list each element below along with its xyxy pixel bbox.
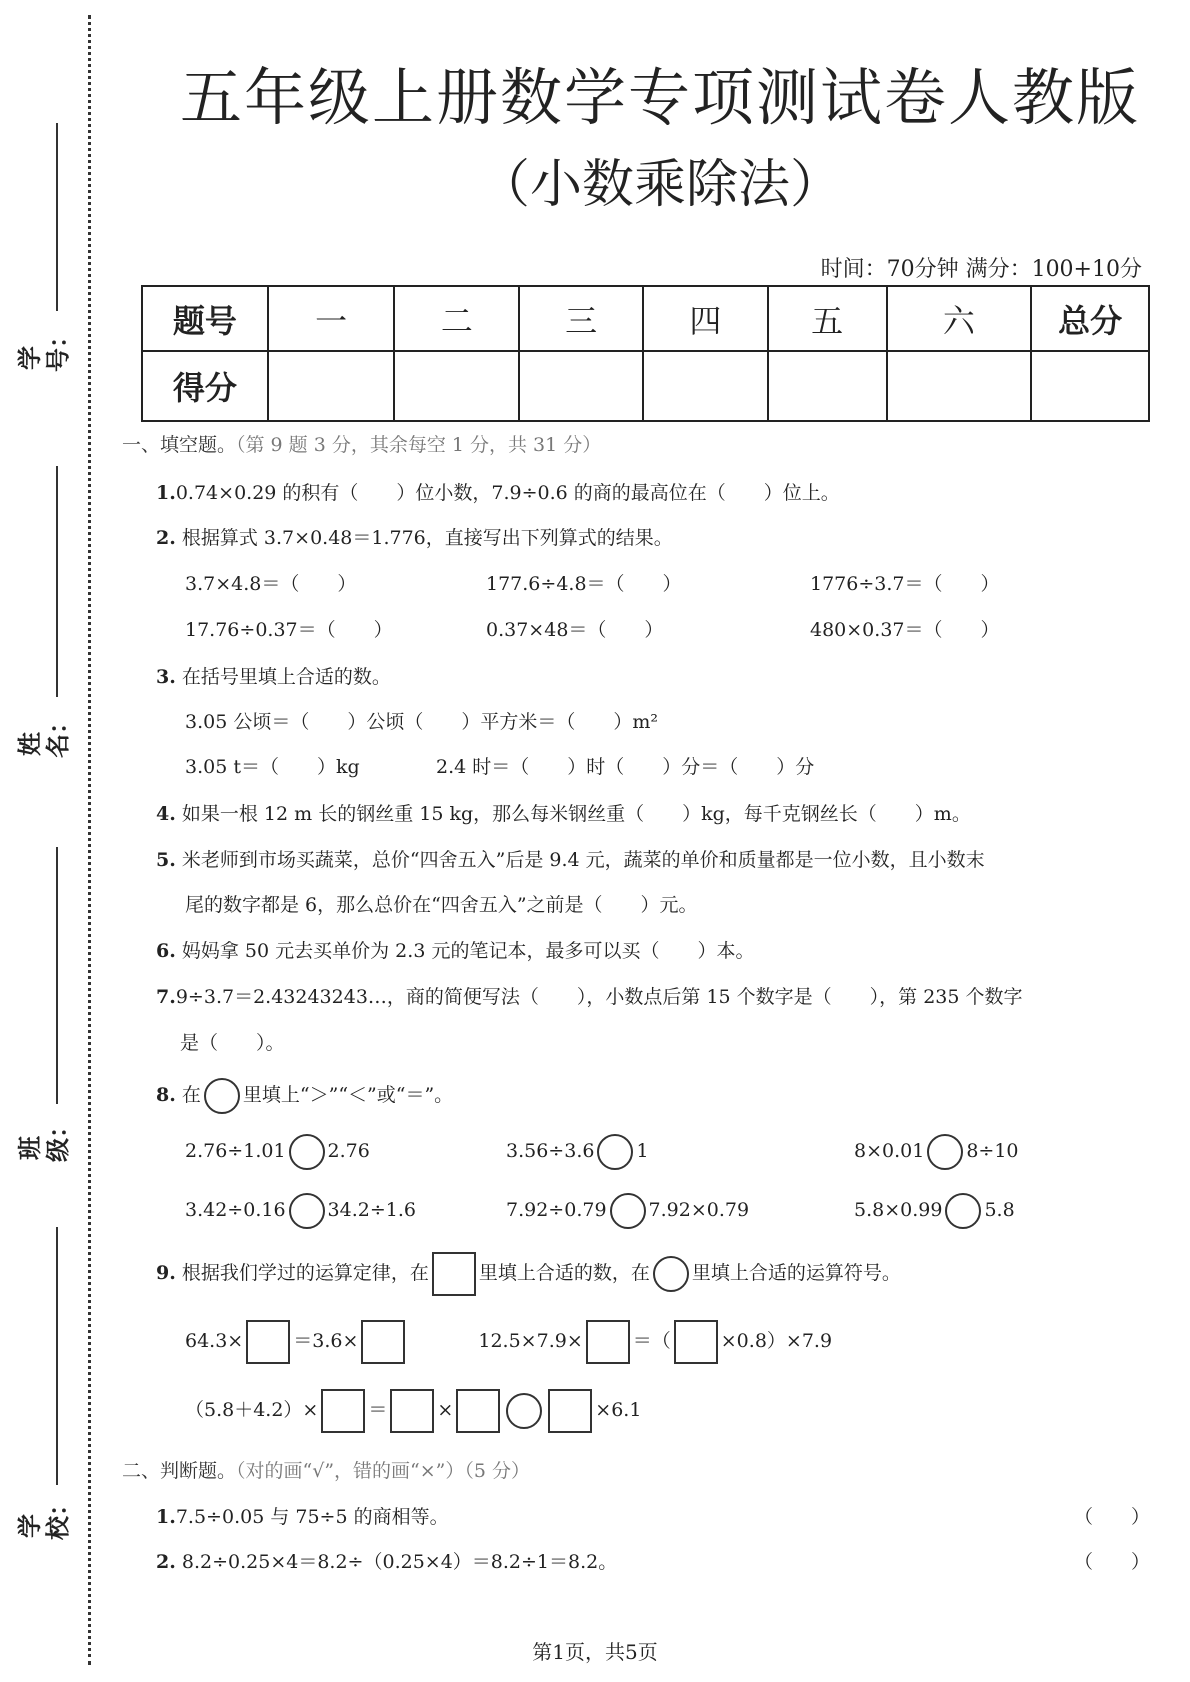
question-text: 如果一根 12 m 长的钢丝重 15 kg，那么每米钢丝重（ ）kg，每千克钢丝长（ ）m。: [181, 803, 971, 825]
question-text: 里填上“＞”“＜”或“＝”。: [242, 1084, 454, 1106]
judge-item-1: [156, 1502, 449, 1529]
square-blank-icon: [432, 1252, 476, 1296]
score-cell[interactable]: [394, 351, 519, 421]
question-number: 8.: [156, 1084, 176, 1106]
question-7: [156, 982, 1023, 1009]
question-number: 9.: [156, 1262, 176, 1284]
expr-left: 3.56÷3.6: [506, 1140, 595, 1162]
expr-left: 8×0.01: [854, 1140, 925, 1162]
score-cell[interactable]: [768, 351, 887, 421]
expr-left: 3.42÷0.16: [185, 1199, 286, 1221]
question-3: [156, 662, 391, 689]
question-8: [156, 1078, 453, 1114]
header-cell: 一: [268, 286, 395, 351]
school-label: 学校：: [15, 1492, 72, 1540]
question-number: 3.: [156, 666, 176, 688]
question-number: 1.: [156, 1506, 176, 1528]
section-title: 一、填空题。: [122, 434, 237, 456]
answer-box[interactable]: [456, 1389, 500, 1433]
question-6: [156, 936, 754, 963]
question-text: 妈妈拿 50 元去买单价为 2.3 元的笔记本，最多可以买（ ）本。: [181, 940, 755, 962]
q2-item: 1776÷3.7＝（ ）: [810, 573, 1000, 595]
circle-blank-icon: [204, 1078, 240, 1114]
question-text: 根据算式 3.7×0.48＝1.776，直接写出下列算式的结果。: [181, 527, 673, 549]
class-line: [56, 847, 58, 1104]
binding-dotted-line: [88, 15, 91, 1665]
expr-left: 5.8×0.99: [854, 1199, 943, 1221]
compare-circle[interactable]: [597, 1134, 633, 1170]
compare-circle[interactable]: [289, 1134, 325, 1170]
section-note: （对的画“√”，错的画“×”）（5 分）: [236, 1460, 531, 1482]
section-note: （第 9 题 3 分，其余每空 1 分，共 31 分）: [236, 434, 602, 456]
question-text: 米老师到市场买蔬菜，总价“四舍五入”后是 9.4 元，蔬菜的单价和质量都是一位小数，且小数末: [181, 849, 985, 871]
question-text: 里填上合适的运算符号。: [691, 1262, 901, 1284]
score-row: [142, 351, 1149, 421]
page-title: 五年级上册数学专项测试卷人教版: [179, 61, 1140, 134]
question-5: [156, 845, 985, 872]
question-number: 6.: [156, 940, 176, 962]
q3-line2b: 2.4 时＝（ ）时（ ）分＝（ ）分: [436, 756, 815, 778]
q8-item: [506, 1134, 649, 1170]
question-9: [156, 1252, 901, 1296]
q8-item: [506, 1193, 749, 1229]
q2-item: 0.37×48＝（ ）: [486, 619, 664, 641]
expr-left: 2.76÷1.01: [185, 1140, 286, 1162]
page-subtitle: （小数乘除法）: [477, 155, 842, 215]
q8-item: [854, 1193, 1015, 1229]
question-2: [156, 523, 673, 550]
answer-box[interactable]: [321, 1389, 365, 1433]
question-text: 8.2÷0.25×4＝8.2÷（0.25×4）＝8.2÷1＝8.2。: [181, 1551, 618, 1573]
header-cell: 五: [768, 286, 887, 351]
answer-box[interactable]: [548, 1389, 592, 1433]
q3-line1: 3.05 公顷＝（ ）公顷（ ）平方米＝（ ）m²: [185, 711, 658, 733]
q2-item: 480×0.37＝（ ）: [810, 619, 1000, 641]
answer-box[interactable]: [361, 1320, 405, 1364]
judge-item-2: [156, 1547, 617, 1574]
question-number: 1.: [156, 482, 176, 504]
page-footer: 第1页，共5页: [532, 1640, 658, 1664]
expr-right: 8÷10: [966, 1140, 1019, 1162]
answer-box[interactable]: [586, 1320, 630, 1364]
score-cell[interactable]: [1031, 351, 1149, 421]
expr-right: 5.8: [984, 1199, 1015, 1221]
row-label: 得分: [142, 351, 268, 421]
q5-continued: 尾的数字都是 6，那么总价在“四舍五入”之前是（ ）元。: [185, 894, 698, 916]
question-text: 在括号里填上合适的数。: [181, 666, 391, 688]
q7-continued: 是（ ）。: [180, 1032, 285, 1054]
q8-item: [185, 1193, 416, 1229]
question-1: [156, 478, 840, 505]
expr: ×: [437, 1399, 454, 1421]
score-cell[interactable]: [887, 351, 1032, 421]
section1-heading: [122, 430, 601, 457]
answer-box[interactable]: [246, 1320, 290, 1364]
expr: ＝: [368, 1399, 388, 1421]
name-label: 姓名：: [15, 710, 72, 758]
expr: （5.8＋4.2）×: [185, 1399, 319, 1421]
circle-blank-icon: [653, 1256, 689, 1292]
q8-item: [185, 1134, 370, 1170]
header-cell: 六: [887, 286, 1032, 351]
score-cell[interactable]: [519, 351, 643, 421]
expr: 12.5×7.9×: [478, 1330, 583, 1352]
question-text: 里填上合适的数，在: [478, 1262, 650, 1284]
operator-circle[interactable]: [506, 1393, 542, 1429]
expr-right: 1: [636, 1140, 649, 1162]
header-cell: 四: [643, 286, 768, 351]
expr: ×6.1: [595, 1399, 642, 1421]
compare-circle[interactable]: [927, 1134, 963, 1170]
score-cell[interactable]: [643, 351, 768, 421]
question-number: 5.: [156, 849, 176, 871]
question-number: 2.: [156, 1551, 176, 1573]
q2-item: 177.6÷4.8＝（ ）: [486, 573, 682, 595]
judge-answer-blank[interactable]: （ ）: [1073, 1551, 1150, 1573]
exam-info: 时间：70分钟 满分：100+10分: [820, 257, 1142, 282]
question-number: 4.: [156, 803, 176, 825]
answer-box[interactable]: [390, 1389, 434, 1433]
question-number: 7.: [156, 986, 176, 1008]
header-cell: 三: [519, 286, 643, 351]
question-text: 根据我们学过的运算定律，在: [181, 1262, 429, 1284]
student-id-label: 学号：: [15, 324, 72, 372]
school-line: [56, 1227, 58, 1485]
expr: ×0.8）×7.9: [720, 1330, 833, 1352]
q2-item: 17.76÷0.37＝（ ）: [185, 619, 393, 641]
q2-item: 3.7×4.8＝（ ）: [185, 573, 357, 595]
header-cell: 二: [394, 286, 519, 351]
judge-answer-blank[interactable]: （ ）: [1073, 1506, 1150, 1528]
expr-right: 7.92×0.79: [648, 1199, 750, 1221]
section-title: 二、判断题。: [122, 1460, 237, 1482]
question-4: [156, 799, 971, 826]
q3-line2a: 3.05 t＝（ ）kg: [185, 756, 360, 778]
compare-circle[interactable]: [289, 1193, 325, 1229]
question-text: 7.5÷0.05 与 75÷5 的商相等。: [175, 1506, 449, 1528]
expr: ＝（: [632, 1330, 671, 1352]
score-cell[interactable]: [268, 351, 395, 421]
q8-item: [854, 1134, 1019, 1170]
question-number: 2.: [156, 527, 176, 549]
question-text: 9÷3.7＝2.43243243…，商的简便写法（ ），小数点后第 15 个数字是（ ），第 235 个数字: [175, 986, 1023, 1008]
question-text: 0.74×0.29 的积有（ ）位小数，7.9÷0.6 的商的最高位在（ ）位上。: [175, 482, 840, 504]
expr-right: 34.2÷1.6: [327, 1199, 416, 1221]
q9-row1: [185, 1320, 832, 1364]
compare-circle[interactable]: [610, 1193, 646, 1229]
class-label: 班级：: [15, 1114, 72, 1162]
question-text: 在: [181, 1084, 201, 1106]
section2-heading: [122, 1456, 530, 1483]
answer-box[interactable]: [674, 1320, 718, 1364]
name-line: [56, 466, 58, 697]
expr: ＝3.6×: [293, 1330, 359, 1352]
q9-row2: [185, 1389, 641, 1433]
header-cell: 总分: [1031, 286, 1149, 351]
compare-circle[interactable]: [945, 1193, 981, 1229]
score-table-header: [142, 286, 1149, 351]
expr-left: 7.92÷0.79: [506, 1199, 607, 1221]
header-cell: 题号: [142, 286, 268, 351]
expr-right: 2.76: [327, 1140, 370, 1162]
score-table: [141, 285, 1150, 422]
expr: 64.3×: [185, 1330, 244, 1352]
